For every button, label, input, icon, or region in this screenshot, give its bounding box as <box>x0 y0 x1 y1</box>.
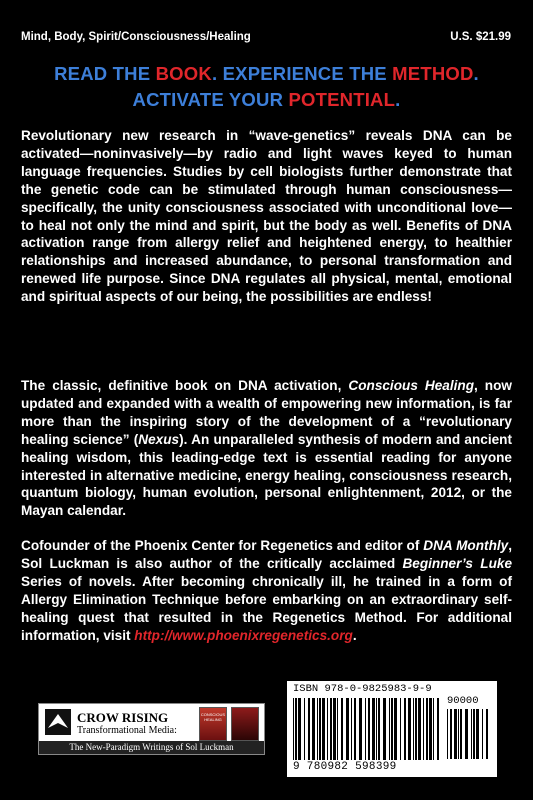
barcode-stripe <box>429 698 432 760</box>
website-link[interactable]: http://www.phoenixregenetics.org <box>134 627 353 643</box>
tagline-potential: POTENTIAL <box>288 89 396 110</box>
book-thumbnail <box>231 707 259 741</box>
barcode-stripe <box>346 698 349 760</box>
book-title: Conscious Healing <box>348 378 474 393</box>
barcode-bars <box>293 698 441 760</box>
ean-digits: 9 780982 598399 <box>293 761 397 773</box>
barcode-stripe <box>327 698 328 760</box>
barcode-stripe <box>322 698 325 760</box>
barcode-stripe <box>423 698 424 760</box>
barcode-stripe <box>433 698 434 760</box>
tagline-line-1: READ THE BOOK. EXPERIENCE THE METHOD. <box>54 63 479 84</box>
description-paragraph: Revolutionary new research in “wave-genetics” reveals DNA can be activated—noninvasively—by radio and light waves keyed to human language frequencies. Studies by cell biologists further demonstrate that the genetic code can be stimulated through human consciousness—specifically, the unity consciousness associated with unconditional love—to heal not only the mind and spirit, but the body as well. Benefits of DNA activation range from allergy relief and heightened energy, to healthier relationships and increased abundance, to personal transformation and renewed life purpose. Since DNA regulates all physical, mental, emotional and spiritual aspects of our being, the possibilities are endless! <box>21 128 512 305</box>
tagline-line-2: ACTIVATE YOUR POTENTIAL. <box>132 89 401 110</box>
barcode-stripe <box>372 698 375 760</box>
publisher-logo-block <box>38 703 265 755</box>
barcode-stripe <box>476 709 479 759</box>
series-title: Beginner’s Luke <box>402 555 513 571</box>
barcode-stripe <box>418 698 421 760</box>
barcode-addon-bars <box>447 709 491 759</box>
book-paragraph: The classic, definitive book on DNA activation, Conscious Healing, now updated and expanded with a wealth of empowering new information, is far more than the inspiring story of the development of a “revolutionary healing science” (Nexus). An unparalleled synthesis of modern and ancient healing wisdom, this leading-edge text is essential reading for anyone interested in alternative medicine, energy healing, consciousness research, quantum biology, human evolution, personal enlightenment, 2012, or the Mayan calendar. <box>21 378 512 519</box>
top-bar <box>21 31 511 47</box>
dna-monthly-title: DNA Monthly <box>423 538 509 553</box>
barcode-stripe <box>378 698 380 760</box>
barcode-stripe <box>465 709 468 759</box>
barcode-stripe <box>359 698 362 760</box>
barcode-stripe <box>304 698 305 760</box>
tagline-book: BOOK <box>155 63 212 84</box>
barcode-stripe <box>351 698 352 760</box>
barcode-stripe <box>415 698 417 760</box>
publisher-tagline: The New-Paradigm Writings of Sol Luckman <box>39 741 264 754</box>
barcode-stripe <box>486 709 488 759</box>
barcode-stripe <box>308 698 310 760</box>
barcode-stripe <box>376 698 377 760</box>
barcode-stripe <box>458 709 459 759</box>
barcode-stripe <box>400 698 401 760</box>
barcode-stripe <box>333 698 336 760</box>
barcode-stripe <box>447 709 448 759</box>
genre-label: Mind, Body, Spirit/Consciousness/Healing <box>21 31 251 43</box>
barcode-stripe <box>413 698 414 760</box>
barcode-stripe <box>295 698 297 760</box>
barcode-stripe <box>482 709 483 759</box>
barcode-stripe <box>404 698 406 760</box>
barcode-stripe <box>330 698 332 760</box>
barcode-stripe <box>391 698 393 760</box>
barcode-stripe <box>319 698 321 760</box>
nexus-title: Nexus <box>138 431 180 447</box>
author-paragraph: Cofounder of the Phoenix Center for Regenetics and editor of DNA Monthly, Sol Luckman is also author of the critically acclaimed Beginner’s Luke Series of novels. After becoming chronically ill, he trained in a form of Allergy Elimination Technique before embarking on an extraordinary self-healing quest that resulted in the Regenetics Method. For additional information, visit http://www.phoenixregenetics.org. <box>21 538 513 643</box>
barcode-stripe <box>312 698 315 760</box>
barcode-stripe <box>460 709 462 759</box>
barcode-stripe <box>473 709 475 759</box>
price-code: 90000 <box>447 695 479 707</box>
barcode-stripe <box>450 709 452 759</box>
barcode-stripe <box>293 698 294 760</box>
barcode-stripe <box>454 709 457 759</box>
barcode <box>287 681 497 777</box>
book-thumbnail-title: CONSCIOUS HEALING <box>200 712 226 722</box>
tagline-method: METHOD <box>392 63 474 84</box>
barcode-stripe <box>365 698 366 760</box>
barcode-stripe <box>394 698 397 760</box>
barcode-stripe <box>298 698 301 760</box>
crow-logo-icon <box>44 708 72 736</box>
barcode-stripe <box>354 698 356 760</box>
publisher-subtitle: Transformational Media: <box>77 725 177 736</box>
barcode-stripe <box>341 698 343 760</box>
book-thumbnail <box>199 707 227 741</box>
publisher-name: CROW RISING <box>77 710 169 725</box>
barcode-stripe <box>383 698 386 760</box>
price-label: U.S. $21.99 <box>450 31 511 43</box>
isbn-text: ISBN 978-0-9825983-9-9 <box>293 683 432 695</box>
barcode-stripe <box>337 698 338 760</box>
barcode-stripe <box>437 698 439 760</box>
barcode-stripe <box>426 698 428 760</box>
barcode-stripe <box>408 698 411 760</box>
barcode-stripe <box>368 698 370 760</box>
barcode-stripe <box>471 709 472 759</box>
barcode-stripe <box>389 698 390 760</box>
barcode-stripe <box>317 698 318 760</box>
